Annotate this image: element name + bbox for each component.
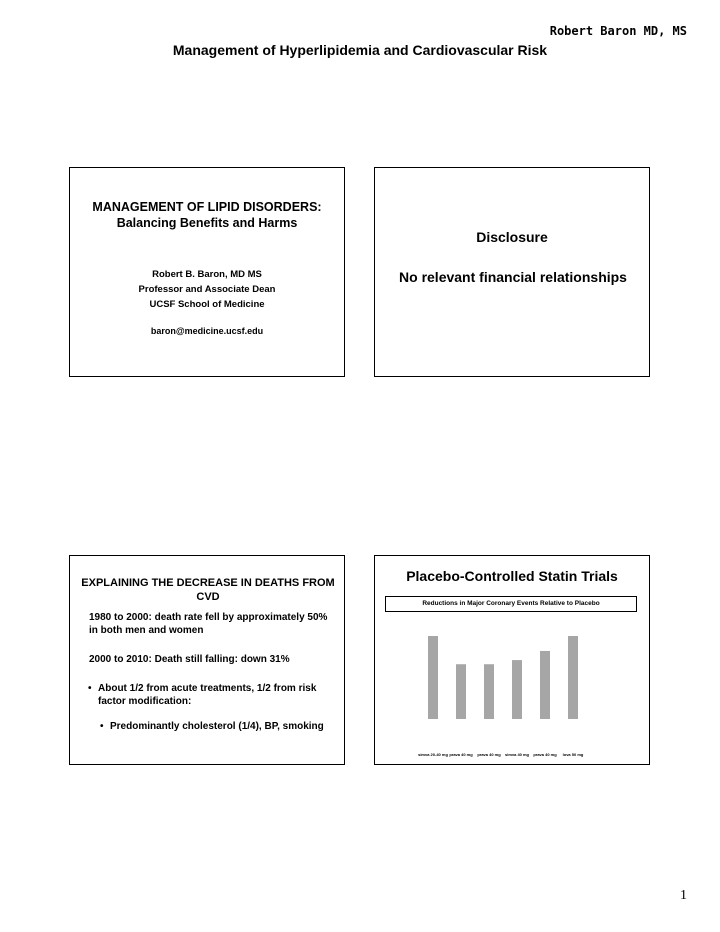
author-header: Robert Baron MD, MS	[549, 24, 687, 38]
slide3-paragraph-2: 2000 to 2010: Death still falling: down 31%	[89, 654, 290, 665]
bar-3	[484, 664, 494, 719]
slide3-title: EXPLAINING THE DECREASE IN DEATHS FROM CVD	[81, 577, 335, 603]
chart-caption-box: Reductions in Major Coronary Events Relative to Placebo	[385, 596, 637, 612]
slide-disclosure	[374, 167, 650, 377]
slide1-author-name: Robert B. Baron, MD MS	[152, 269, 262, 280]
x-tick-label-4: simva 40 mg	[504, 752, 530, 757]
slide3-bullet-1-text: About 1/2 from acute treatments, 1/2 from risk factor modification:	[98, 683, 317, 707]
bar-4	[512, 660, 522, 719]
slide3-paragraph-1: 1980 to 2000: death rate fell by approximately 50% in both men and women	[89, 612, 328, 636]
bar-5	[540, 651, 550, 719]
slide1-author-role: Professor and Associate Dean	[138, 284, 276, 295]
slide1-author-org: UCSF School of Medicine	[149, 299, 265, 310]
slide4-title: Placebo-Controlled Statin Trials	[406, 568, 618, 584]
x-tick-label-2: prava 40 mg	[449, 752, 473, 757]
page-number: 1	[680, 888, 687, 903]
document-title: Management of Hyperlipidemia and Cardiovascular Risk	[172, 42, 548, 58]
slide1-author-block	[70, 267, 344, 312]
bar-1	[428, 636, 438, 719]
x-tick-label-3: prava 40 mg	[477, 752, 501, 757]
bar-6	[568, 636, 578, 719]
x-tick-label-5: prava 40 mg	[533, 752, 557, 757]
slide-statin-trials	[374, 555, 650, 765]
slide1-title-line2: Balancing Benefits and Harms	[116, 216, 298, 230]
slide3-bullet-1	[88, 682, 338, 708]
slide1-title-line1: MANAGEMENT OF LIPID DISORDERS:	[92, 200, 322, 214]
statin-bar-chart	[375, 556, 651, 766]
x-tick-label-6: lova 50 mg	[562, 752, 584, 757]
slide1-title	[70, 199, 344, 231]
slide-cvd-deaths	[69, 555, 345, 765]
bar-2	[456, 664, 466, 719]
slide2-body: No relevant financial relationships	[399, 269, 627, 285]
x-tick-label-1: simva 20-40 mg	[418, 752, 448, 757]
bullet-icon: •	[100, 721, 104, 732]
bullet-icon: •	[88, 683, 92, 694]
slide2-title: Disclosure	[476, 229, 548, 245]
slide3-bullet-2	[100, 720, 336, 733]
slide3-bullet-2-text: Predominantly cholesterol (1/4), BP, smoking	[110, 721, 324, 732]
slide1-email: baron@medicine.ucsf.edu	[150, 326, 264, 336]
slide-title-card	[69, 167, 345, 377]
